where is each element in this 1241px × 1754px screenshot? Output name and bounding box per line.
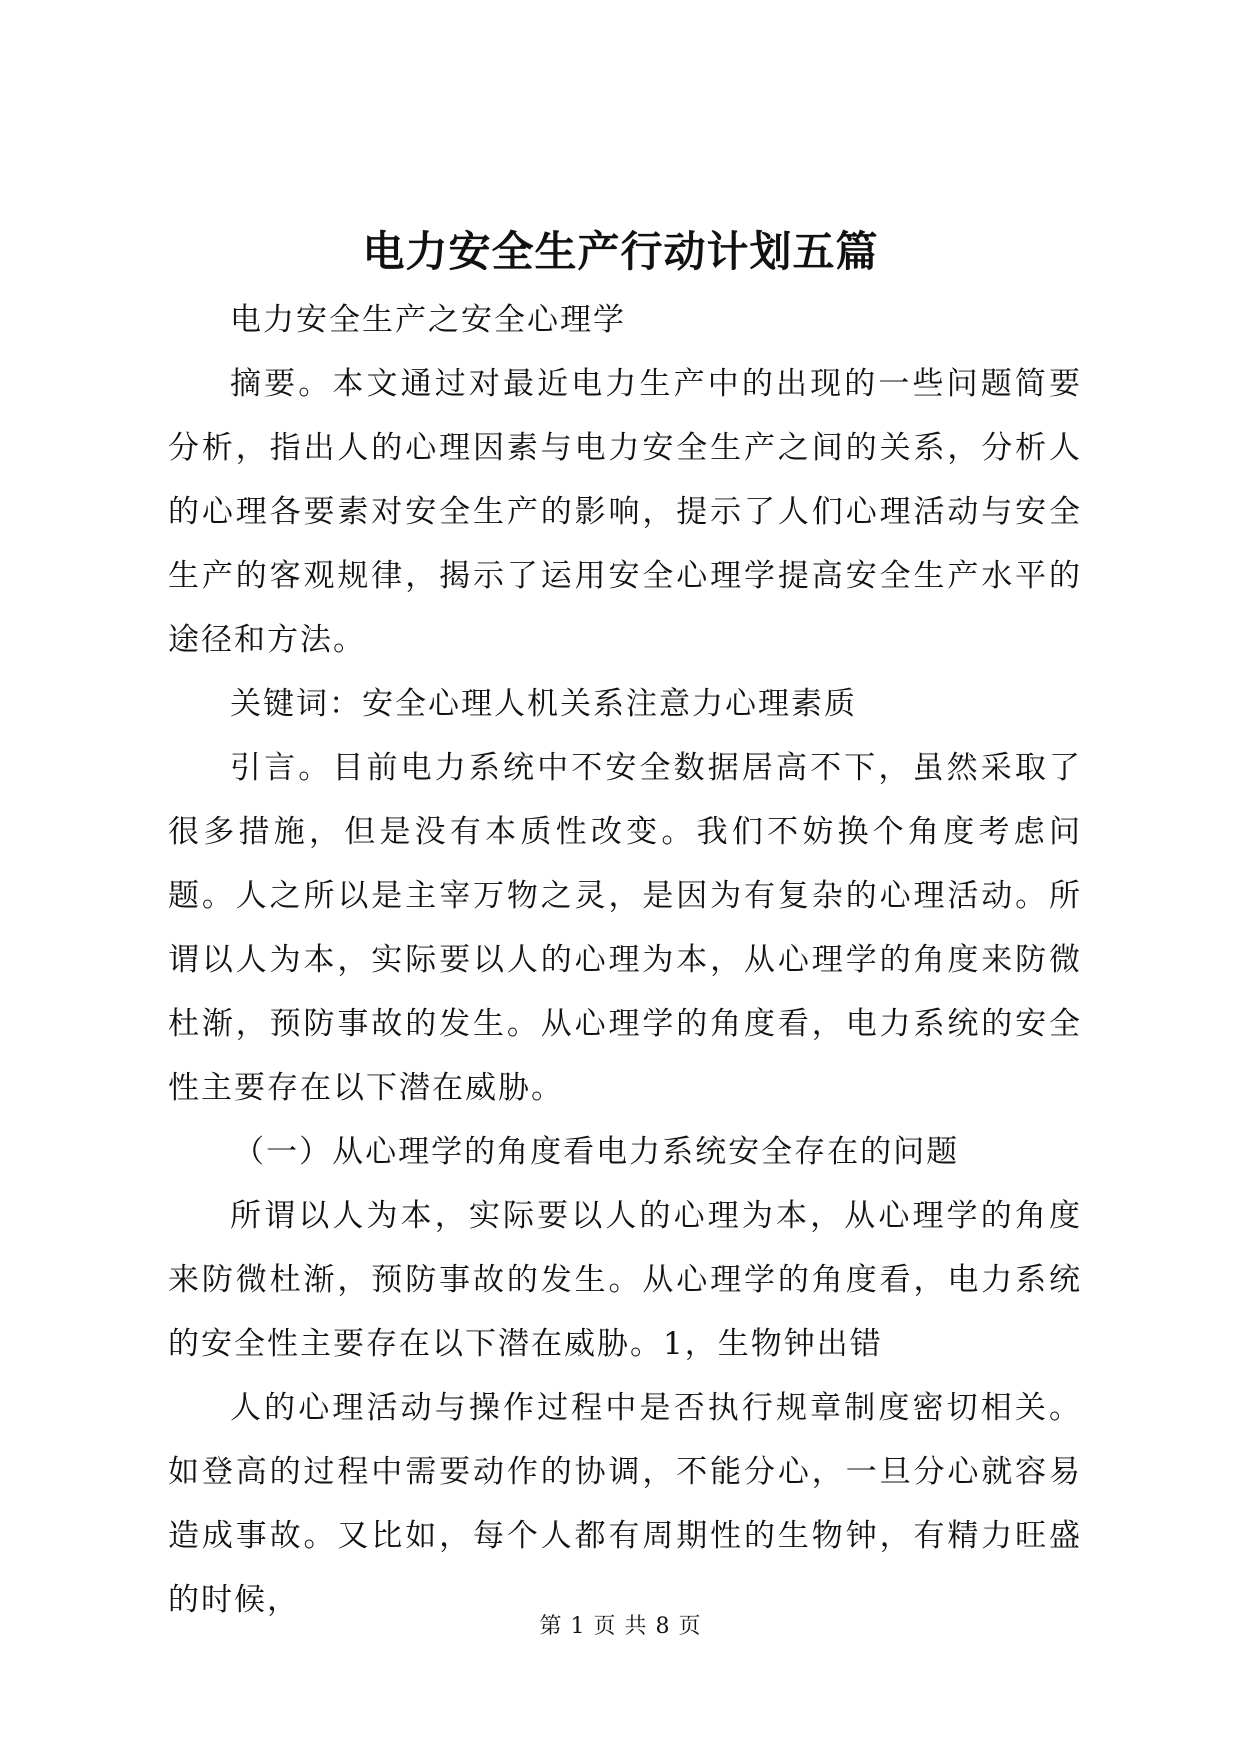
introduction-paragraph: 引言。目前电力系统中不安全数据居高不下，虽然采取了很多措施，但是没有本质性改变。我们不妨换个角度考虑问题。人之所以是主宰万物之灵，是因为有复杂的心理活动。所谓以人为本，实际要以人的心理为本，从心理学的角度来防微杜渐，预防事故的发生。从心理学的角度看，电力系统的安全性主要存在以下潜在威胁。: [168, 750, 1082, 1106]
abstract-paragraph: 摘要。本文通过对最近电力生产中的出现的一些问题简要分析，指出人的心理因素与电力安全生产之间的关系，分析人的心理各要素对安全生产的影响，提示了人们心理活动与安全生产的客观规律，揭示了运用安全心理学提高安全生产水平的途径和方法。: [168, 366, 1082, 658]
body-paragraph: 所谓以人为本，实际要以人的心理为本，从心理学的角度来防微杜渐，预防事故的发生。从心理学的角度看，电力系统的安全性主要存在以下潜在威胁。1，生物钟出错: [168, 1198, 1082, 1362]
body-paragraph: 人的心理活动与操作过程中是否执行规章制度密切相关。如登高的过程中需要动作的协调，不能分心，一旦分心就容易造成事故。又比如，每个人都有周期性的生物钟，有精力旺盛的时候，: [168, 1390, 1082, 1618]
section-heading: （一）从心理学的角度看电力系统安全存在的问题: [233, 1134, 960, 1170]
document-body: [168, 288, 1082, 1632]
keywords-paragraph: 关键词：安全心理人机关系注意力心理素质: [230, 686, 857, 722]
document-title: 电力安全生产行动计划五篇: [362, 227, 879, 276]
page-number-footer: 第 1 页 共 8 页: [539, 1614, 702, 1639]
section-subtitle: 电力安全生产之安全心理学: [230, 302, 626, 338]
